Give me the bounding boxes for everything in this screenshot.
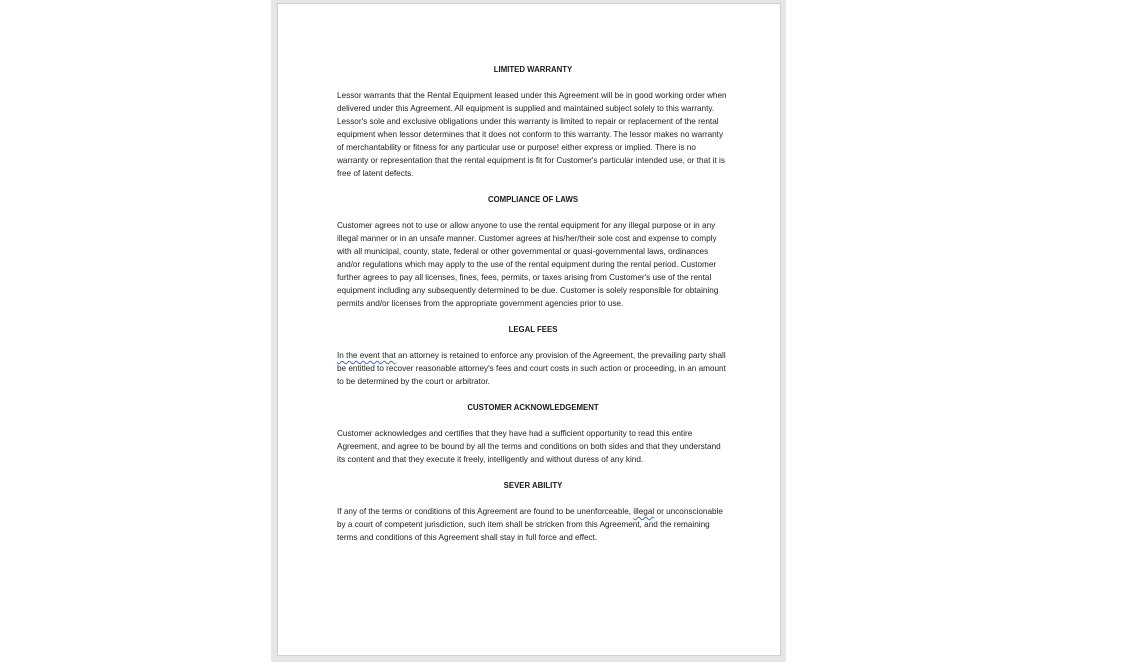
section-body-sever-ability xyxy=(337,505,729,544)
section-heading-legal-fees: LEGAL FEES xyxy=(508,325,558,334)
section-body-compliance-of-laws: Customer agrees not to use or allow anyone to use the rental equipment for any illegal purpose or in any illegal manner or in an unsafe manner. Customer agrees at his/her/their sole cost and expense to comply with all municipal, county, state, federal or other governmental or quasi-governmental laws, ordinances and/or regulations which may apply to the use of the rental equipment during the rental period. Customer further agrees to pay all licenses, fines, fees, permits, or taxes arising from Customer's use of the rental equipment including any subsequently determined to be due. Customer is solely responsible for obtaining permits and/or licenses from the appropriate government agencies prior to use. xyxy=(337,221,719,308)
section-heading-compliance-of-laws: COMPLIANCE OF LAWS xyxy=(487,195,579,204)
section-body-limited-warranty: Lessor warrants that the Rental Equipment leased under this Agreement will be in good working order when delivered under this Agreement. All equipment is supplied and maintained subject solely to this warranty. Lessor's sole and exclusive obligations under this warranty is limited to repair or replacement of the rental equipment when lessor determines that it does not conform to this warranty. The lessor makes no warranty of merchantability or fitness for any particular use or purpose! either express or implied. There is no warranty or representation that the rental equipment is fit for Customer's particular intended use, or that it is free of latent defects. xyxy=(337,91,727,178)
section-body-text: an attorney is retained to enforce any provision of the Agreement, the prevailing party shall be entitled to recover reasonable attorney's fees and court costs in such action or proceeding, in an amount to be determined by the court or arbitrator. xyxy=(337,351,726,386)
page-content xyxy=(337,63,729,557)
document-viewer[interactable] xyxy=(271,0,786,662)
section-body-text: or unconscionable by a court of competent jurisdiction, such item shall be stricken from this Agreement, and the remaining terms and conditions of this Agreement shall stay in full force and effect. xyxy=(337,507,723,542)
grammar-flagged-phrase[interactable]: In the event that xyxy=(337,351,396,360)
section-heading-sever-ability: SEVER ABILITY xyxy=(503,481,563,490)
document-page xyxy=(277,3,781,656)
section-heading-limited-warranty: LIMITED WARRANTY xyxy=(493,65,573,74)
spelling-flagged-word[interactable]: illegal xyxy=(633,507,655,516)
section-body-legal-fees xyxy=(337,349,729,388)
section-body-customer-acknowledgement: Customer acknowledges and certifies that they have had a sufficient opportunity to read this entire Agreement, and agree to be bound by all the terms and conditions on both sides and that they understand its content and that they execute it freely, intelligently and without duress of any kind. xyxy=(337,429,721,464)
section-body-text-before: If any of the terms or conditions of this Agreement are found to be unenforceable, xyxy=(337,507,634,516)
section-heading-customer-acknowledgement: CUSTOMER ACKNOWLEDGEMENT xyxy=(467,403,599,412)
